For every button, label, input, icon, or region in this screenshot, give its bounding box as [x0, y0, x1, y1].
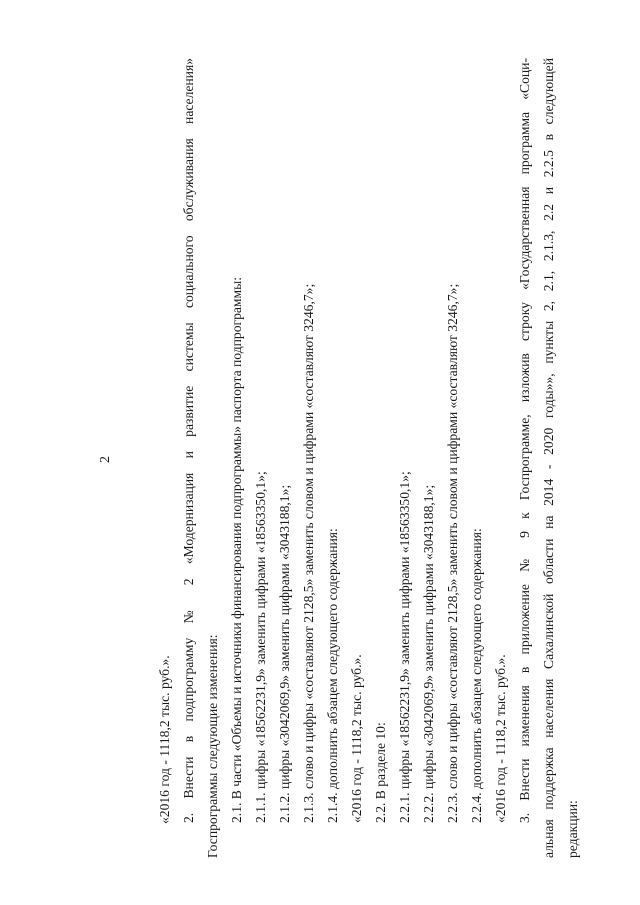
text-line: 2.1.1. цифры «18562231,9» заменить цифрами «18563350,1»;: [253, 471, 268, 823]
text-line: 2.1.2. цифры «3042069,9» заменить цифрами «3043188,1»;: [277, 484, 292, 823]
text-line: 2.2.4. дополнить абзацем следующего содержания:: [469, 528, 484, 823]
text-line: альная поддержка населения Сахалинской области на 2014 - 2020 годы»», пункты 2, 2.1, 2.1.3, 2.2 и 2.2.5 в следующей: [541, 58, 556, 858]
rotated-text-block: [50, 58, 580, 858]
text-line: «2016 год - 1118,2 тыс. руб.».: [349, 654, 364, 823]
text-line: «2016 год - 1118,2 тыс. руб.».: [157, 655, 172, 824]
text-line: 2.1.3. слово и цифры «составляют 2128,5» заменить словом и цифрами «составляют 3246,7»;: [301, 283, 316, 823]
text-line: 2.2.1. цифры «18562231,9» заменить цифрами «18563350,1»;: [397, 471, 412, 823]
text-line: Госпрограммы следующие изменения:: [205, 634, 220, 858]
text-line: 2.1. В части «Объемы и источники финансирования подпрограммы» паспорта подпрограммы:: [229, 276, 244, 823]
text-line: 2.2.3. слово и цифры «составляют 2128,5» заменить словом и цифрами «составляют 3246,7»;: [445, 283, 460, 823]
text-line: 2.1.4. дополнить абзацем следующего содержания:: [325, 528, 340, 823]
text-line: 2.2. В разделе 10:: [373, 722, 388, 823]
text-line: 3. Внести изменения в приложение № 9 к Госпрограмме, изложив строку «Государственная программа «Соци-: [517, 58, 532, 823]
text-line: «2016 год - 1118,2 тыс. руб.».: [493, 654, 508, 823]
text-line: 2. Внести в подпрограмму № 2 «Модернизация и развитие системы социального обслуживания населения»: [181, 58, 196, 823]
text-line: 2.2.2. цифры «3042069,9» заменить цифрами «3043188,1»;: [421, 484, 436, 823]
page-number: 2: [98, 456, 113, 463]
text-line: редакции:: [565, 800, 580, 858]
